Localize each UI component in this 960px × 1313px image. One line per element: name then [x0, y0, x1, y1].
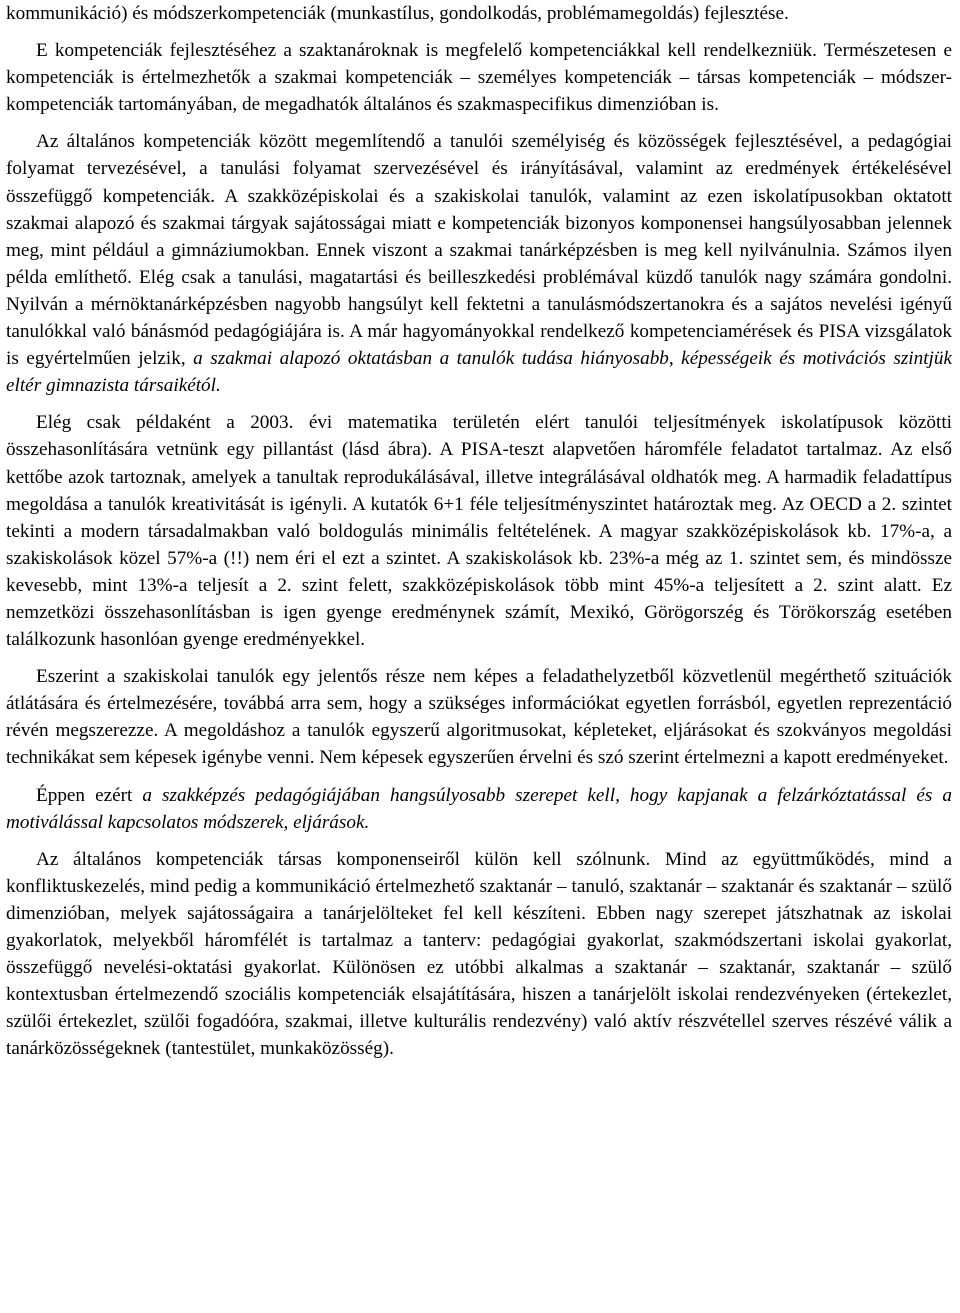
emphasized-text: a szakmai alapozó oktatásban a tanulók tudása hiányosabb, képességeik és motivációs szintjük eltér gimnazista társaikétól.: [6, 348, 952, 397]
paragraph-text: Éppen ezért: [36, 784, 143, 806]
paragraph: [6, 0, 952, 27]
paragraph-text: E kompetenciák fejlesztéséhez a szaktanároknak is megfelelő kompetenciákkal kell rendelkezniük. Természetesen e kompetenciák is értelmezhetők a szakmai kompetenciák – személyes kompetenciák – társas kompetenciák – módszer-kompetenciák tartományában, de megadhatók általános és szakmaspecifikus dimenzióban is.: [6, 40, 952, 116]
paragraph-text: Elég csak példaként a 2003. évi matematika területén elért tanulói teljesítmények iskolatípusok közötti összehasonlítására vetnünk egy pillantást (lásd ábra). A PISA-teszt alapvetően háromféle feladatot tartalmaz. Az első kettőbe azok tartoznak, amelyek a tanultak reprodukálásával, illetve integrálásával oldhatók meg. A harmadik feladattípus megoldása a tanulók kreativitását is igényli. A kutatók 6+1 féle teljesítményszintet határoztak meg. Az OECD a 2. szintet tekinti a modern társadalmakban való boldogulás minimális feltételének. A magyar szakközépiskolások kb. 17%-a, a szakiskolások közel 57%-a (!!) nem éri el ezt a szintet. A szakiskolások kb. 23%-a még az 1. szintet sem, és mindössze kevesebb, mint 13%-a teljesít a 2. szint felett, szakközépiskolások több mint 45%-a teljesített a 2. szint alatt. Ez nemzetközi összehasonlításban is igen gyenge eredménynek számít, Mexikó, Görögorszég és Törökország esetében találkozunk hasonlóan gyenge eredményekkel.: [6, 412, 952, 651]
paragraph-text: Az általános kompetenciák társas komponenseiről külön kell szólnunk. Mind az együttműködés, mind a konfliktuskezelés, mind pedig a kommunikáció értelmezhető szaktanár – tanuló, szaktanár – szaktanár és szaktanár – szülő dimenzióban, melyek sajátosságaira a tanárjelölteket fel kell készíteni. Ebben nagy szerepet játszhatnak az iskolai gyakorlatok, melyekből háromfélét is tartalmaz a tanterv: pedagógiai gyakorlat, szakmódszertani iskolai gyakorlat, összefüggő nevelési-oktatási gyakorlat. Különösen ez utóbbi alkalmas a szaktanár – szaktanár, szaktanár – szülő kontextusban értelmezendő szociális kompetenciák elsajátítására, hiszen a tanárjelölt iskolai rendezvényeken (értekezlet, szülői értekezlet, szülői fogadóóra, szakmai, illetve kulturális rendezvény) való aktív részvétellel szerves részévé válik a tanárközösségeknek (tantestület, munkaközösség).: [6, 848, 952, 1060]
paragraph: [6, 409, 952, 653]
paragraph: [6, 37, 952, 118]
emphasized-text: a szakképzés pedagógiájában hangsúlyosabb szerepet kell, hogy kapjanak a felzárkóztatással és a motiválással kapcsolatos módszerek, eljárások.: [6, 784, 952, 833]
paragraph: [6, 128, 952, 399]
paragraph-text: kommunikáció) és módszerkompetenciák (munkastílus, gondolkodás, problémamegoldás) fejlesztése.: [6, 3, 789, 24]
paragraph-text: Eszerint a szakiskolai tanulók egy jelentős része nem képes a feladathelyzetből közvetlenül megérthető szituációk átlátására és értelmezésére, továbbá arra sem, hogy a szükséges információkat egyetlen forrásból, egyetlen reprezentáció révén megszerezze. A megoldáshoz a tanulók egyszerű algoritmusokat, képleteket, eljárásokat és szokványos megoldási technikákat sem képesek igénybe venni. Nem képesek egyszerűen érvelni és szó szerint értelmezni a kapott eredményeket.: [6, 666, 952, 769]
paragraph: [6, 663, 952, 771]
paragraph: [6, 846, 952, 1063]
paragraph: [6, 782, 952, 836]
paragraph-text: Az általános kompetenciák között megemlítendő a tanulói személyiség és közösségek fejlesztésével, a pedagógiai folyamat tervezésével, a tanulási folyamat szervezésével és irányításával, valamint az eredmények értékelésével összefüggő kompetenciák. A szakközépiskolai és a szakiskolai tanulók, valamint az ezen iskolatípusokban oktatott szakmai alapozó és szakmai tárgyak sajátosságai miatt e kompetenciák bizonyos komponensei hangsúlyosabban jelennek meg, mint például a gimnáziumokban. Ennek viszont a szakmai tanárképzésben is meg kell nyilvánulnia. Számos ilyen példa említhető. Elég csak a tanulási, magatartási és beilleszkedési problémával küzdő tanulók nagy számára gondolni. Nyilván a mérnöktanárképzésben nagyobb hangsúlyt kell fektetni a tanulásmódszertanokra és a sajátos nevelési igényű tanulókkal való bánásmód pedagógiájára is. A már hagyományokkal rendelkező kompetenciamérések és PISA vizsgálatok is egyértelműen jelzik,: [6, 131, 952, 370]
